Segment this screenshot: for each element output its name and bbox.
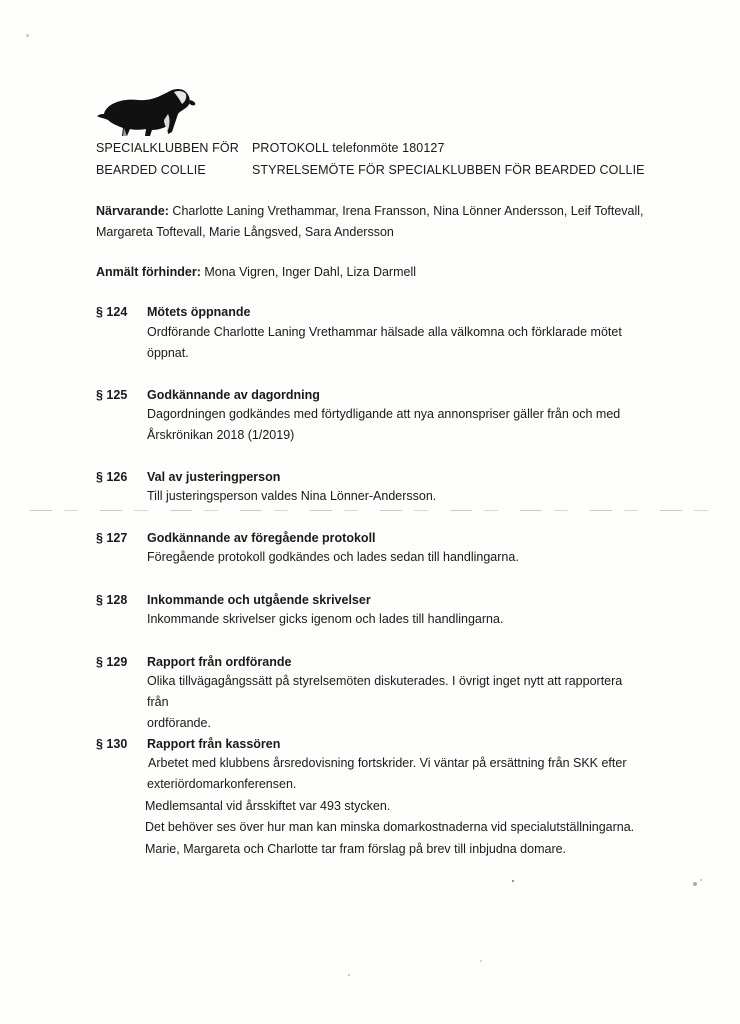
org-name-line1: SPECIALKLUBBEN FÖR bbox=[96, 141, 239, 155]
scan-speck bbox=[700, 879, 702, 881]
section-number: § 124 bbox=[96, 305, 128, 319]
section-line: öppnat. bbox=[147, 346, 189, 360]
section-line: Arbetet med klubbens årsredovisning fortskrider. Vi väntar på ersättning från SKK efter bbox=[148, 756, 627, 770]
section-line: Ordförande Charlotte Laning Vrethammar hälsade alla välkomna och förklarade mötet bbox=[147, 325, 622, 339]
section-line: Dagordningen godkändes med förtydligande att nya annonspriser gäller från och med bbox=[147, 407, 621, 421]
scan-speck bbox=[693, 882, 697, 886]
section-title: Rapport från kassören bbox=[147, 737, 281, 751]
section-line: Årskrönikan 2018 (1/2019) bbox=[147, 428, 295, 442]
section-body bbox=[147, 609, 627, 630]
scan-artifact-line bbox=[30, 510, 710, 511]
section-number: § 130 bbox=[96, 737, 128, 751]
scan-speck bbox=[480, 960, 482, 962]
section-line: Det behöver ses över hur man kan minska domarkostnaderna vid specialutställningarna. bbox=[145, 820, 635, 834]
section-title: Godkännande av dagordning bbox=[147, 388, 320, 402]
section-title: Rapport från ordförande bbox=[147, 655, 292, 669]
present-paragraph bbox=[96, 201, 656, 243]
scan-speck bbox=[26, 34, 29, 37]
section-number: § 128 bbox=[96, 593, 128, 607]
section-number: § 127 bbox=[96, 531, 128, 545]
absent-label: Anmält förhinder: bbox=[96, 265, 201, 279]
absent-text: Mona Vigren, Inger Dahl, Liza Darmell bbox=[200, 265, 417, 279]
org-name-line2: BEARDED COLLIE bbox=[96, 163, 206, 177]
section-number: § 129 bbox=[96, 655, 128, 669]
section-line: Inkommande skrivelser gicks igenom och lades till handlingarna. bbox=[147, 612, 504, 626]
section-line: Olika tillvägagångssätt på styrelsemöten diskuterades. I övrigt inget nytt att rapportera från bbox=[147, 674, 623, 709]
protocol-title: PROTOKOLL telefonmöte 180127 bbox=[252, 141, 445, 155]
section-number: § 126 bbox=[96, 470, 128, 484]
section-body bbox=[147, 547, 627, 568]
section-title: Val av justeringperson bbox=[147, 470, 281, 484]
section-number: § 125 bbox=[96, 388, 128, 402]
present-text-line2: Margareta Toftevall, Marie Långsved, Sara Andersson bbox=[96, 225, 394, 239]
section-body bbox=[147, 671, 627, 734]
section-line: Marie, Margareta och Charlotte tar fram förslag på brev till inbjudna domare. bbox=[145, 842, 567, 856]
section-title: Mötets öppnande bbox=[147, 305, 251, 319]
scan-speck bbox=[512, 880, 514, 882]
section-body bbox=[147, 486, 627, 507]
present-label: Närvarande: bbox=[96, 204, 169, 218]
section-line: ordförande. bbox=[147, 716, 211, 730]
section-line: exteriördomarkonferensen. bbox=[147, 777, 297, 791]
section-line: Medlemsantal vid årsskiftet var 493 stycken. bbox=[145, 799, 391, 813]
bearded-collie-dog-icon bbox=[94, 84, 198, 140]
section-line: Till justeringsperson valdes Nina Lönner-Andersson. bbox=[147, 489, 437, 503]
meeting-title: STYRELSEMÖTE FÖR SPECIALKLUBBEN FÖR BEARDED COLLIE bbox=[252, 163, 645, 177]
section-title: Inkommande och utgående skrivelser bbox=[147, 593, 371, 607]
section-line: Föregående protokoll godkändes och lades sedan till handlingarna. bbox=[147, 550, 519, 564]
section-body bbox=[147, 322, 627, 364]
scan-speck bbox=[348, 974, 350, 976]
section-body bbox=[147, 404, 627, 446]
section-title: Godkännande av föregående protokoll bbox=[147, 531, 376, 545]
present-text-line1: Charlotte Laning Vrethammar, Irena Fransson, Nina Lönner Andersson, Leif Toftevall, bbox=[168, 204, 644, 218]
absent-paragraph bbox=[96, 262, 656, 283]
